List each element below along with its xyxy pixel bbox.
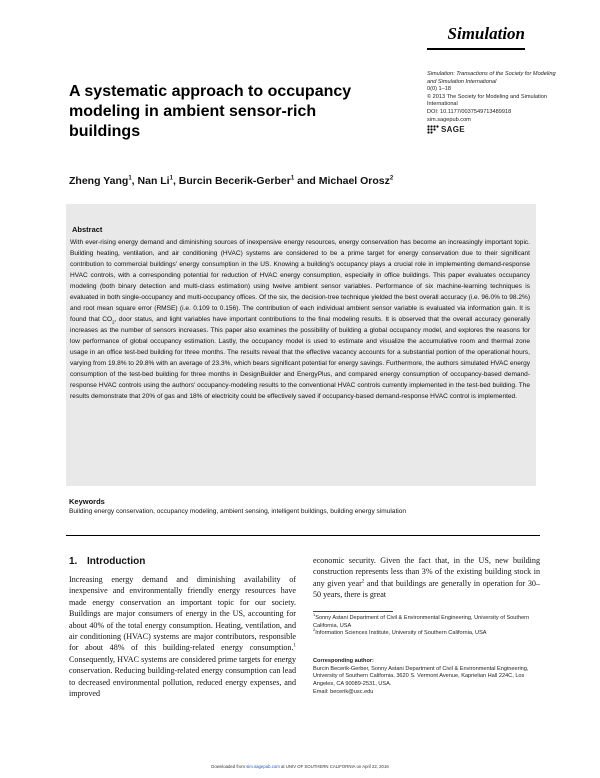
download-suffix: at UNIV OF SOUTHERN CALIFORNIA on April 22, 2016: [279, 764, 389, 769]
body-column-left: [69, 574, 296, 699]
section-heading: [69, 556, 145, 567]
affiliation-mark: 2: [389, 175, 394, 182]
footnote-mark: 1: [313, 612, 316, 618]
corresponding-email[interactable]: Email: becerik@usc.edu: [313, 688, 374, 695]
affiliation-mark: 1: [169, 175, 173, 182]
section-title: Introduction: [87, 556, 146, 567]
co2-subscript: 2: [112, 319, 115, 325]
body-column-right: [313, 555, 540, 601]
affiliation-mark: 1: [290, 175, 295, 182]
author: Zheng Yang: [69, 175, 129, 187]
abstract-text: [70, 237, 530, 402]
section-divider: [66, 535, 540, 536]
abstract-part-1: With ever-rising energy demand and diminishing sources of inexpensive energy resources, energy conservation has become an increasingly important topic. Building heating, ventilation, and air conditioning (HVAC) systems are considered to be a prime target for energy conservation due to their significant contribution to commercial buildings' energy consumption in the US. Knowing a building's occupancy plays a crucial role in implementing demand-response HVAC controls, with a corresponding potential for reduction of HVAC energy consumption, especially in office buildings. This paper evaluates occupancy modeling (both binary detection and multi-class estimation) using twelve ambient sensor variables. Performance of six machine-learning techniques is evaluated in both single-occupancy and multi-occupancy offices. Of the six, the decision-tree technique yielded the best overall accuracy (i.e. 96.0% to 98.2%) and root mean square error (RMSE) (i.e. 0.109 to 0.156). The contribution of each individual ambient sensor variable is evaluated via information gain. It is found that CO: [70, 239, 530, 323]
affiliation-footnotes: [313, 612, 543, 638]
journal-info: [427, 71, 557, 134]
abstract-heading: Abstract: [72, 225, 103, 234]
author-separator: and: [294, 175, 319, 187]
footnote-text: Sonny Astani Department of Civil & Environmental Engineering, University of Southern California, USA: [313, 615, 530, 629]
reference-mark: 2: [361, 579, 365, 585]
sage-dots-icon: [427, 125, 439, 134]
abstract-part-2: , door status, and light variables have important contributions to the final modeling results. It is observed that the overall accuracy generally increases as the number of sensors increases. This paper also examines the possibility of building a global occupancy model, and explores the reasons for low performance of global occupancy estimation. Lastly, the occupancy model is used to estimate and visualize the accumulative room and thermal zone usage in an office test-bed building for three months. The results reveal that the effective vacancy accounts for a substantial portion of the operational hours, varying from 19.8% to 29.8% with an average of 23.3%, which bears significant potential for energy savings. Furthermore, the authors simulated HVAC energy consumption of the test-bed building for three months in DesignBuilder and EnergyPlus, and compared energy consumption of occupancy-based demand-response HVAC controls using the authors' occupancy-modeling results to the conventional HVAC controls currently implemented in the test-bed building. The results demonstrate that 20% of gas and 18% of electricity could be effectively saved if occupancy-based demand-response HVAC control is implemented.: [70, 316, 530, 400]
footnote-text: Information Sciences Institute, University of Southern California, USA: [315, 630, 487, 637]
paper-title: A systematic approach to occupancy modeling in ambient sensor-rich buildings: [69, 83, 352, 140]
body-text: Consequently, HVAC systems are considered prime targets for energy conservation. Reducing building-related energy consumption can lead to decreased environmental pollution, reduced energy expenses, and improved: [69, 654, 296, 699]
footnote-divider: [313, 611, 393, 612]
author: Nan Li: [137, 175, 170, 187]
body-text: and that buildings are generally in operation for 30–50 years, there is great: [313, 578, 540, 600]
body-text: Increasing energy demand and diminishing availability of inexpensive and environmentally friendly energy resources have made energy conservation an important topic for our society. Buildings are major consumers of energy in the US, accounting for about 40% of the total energy consumption. Heating, ventilation, and air conditioning (HVAC) systems are major contributors, responsible for about 48% of this building-related energy consumption.: [69, 575, 296, 653]
keywords-heading: Keywords: [69, 497, 105, 506]
footnote: [313, 627, 543, 638]
copyright: © 2013 The Society for Modeling and Simulation International: [427, 93, 548, 108]
keywords-text: Building energy conservation, occupancy modeling, ambient sensing, intelligent buildings, building energy simulation: [69, 508, 407, 515]
download-link[interactable]: sim.sagepub.com: [246, 764, 280, 769]
author-list: [69, 175, 393, 187]
sage-logo: [427, 125, 557, 134]
corresponding-address: Burcin Becerik-Gerber, Sonny Astani Department of Civil & Environmental Engineering, University of Southern California, 3620 S. Vermont Avenue, Kaprielian Hall 224C, Los Angeles, CA 90089-2531, USA.: [313, 665, 529, 688]
sage-logo-text: SAGE: [441, 124, 465, 134]
footnote-mark: 2: [313, 627, 316, 633]
section-number: 1.: [69, 556, 78, 567]
affiliation-mark: 1: [128, 175, 132, 182]
reference-mark: 1: [293, 643, 296, 649]
author: Burcin Becerik-Gerber: [178, 175, 291, 187]
journal-url[interactable]: sim.sagepub.com: [427, 116, 471, 123]
download-notice: [0, 764, 600, 769]
journal-full-title: Simulation: Transactions of the Society for Modeling and Simulation International: [427, 71, 556, 85]
journal-name: Simulation: [447, 24, 525, 43]
body-text: economic security. Given the fact that, in the US, new building construction represents less than 3% of the existing building stock in any given year: [313, 556, 540, 588]
author: Michael Orosz: [318, 175, 390, 187]
footnote: [313, 612, 543, 630]
volume-pages: 0(0) 1–18: [427, 86, 451, 93]
author-separator: ,: [172, 175, 179, 187]
download-prefix: Downloaded from: [211, 764, 247, 769]
abstract-box: [66, 204, 536, 486]
author-separator: ,: [131, 175, 138, 187]
header-rule: [427, 48, 525, 50]
corresponding-author: [313, 658, 543, 697]
doi[interactable]: DOI: 10.1177/0037549713489918: [427, 108, 512, 115]
corresponding-label: Corresponding author:: [313, 658, 374, 664]
